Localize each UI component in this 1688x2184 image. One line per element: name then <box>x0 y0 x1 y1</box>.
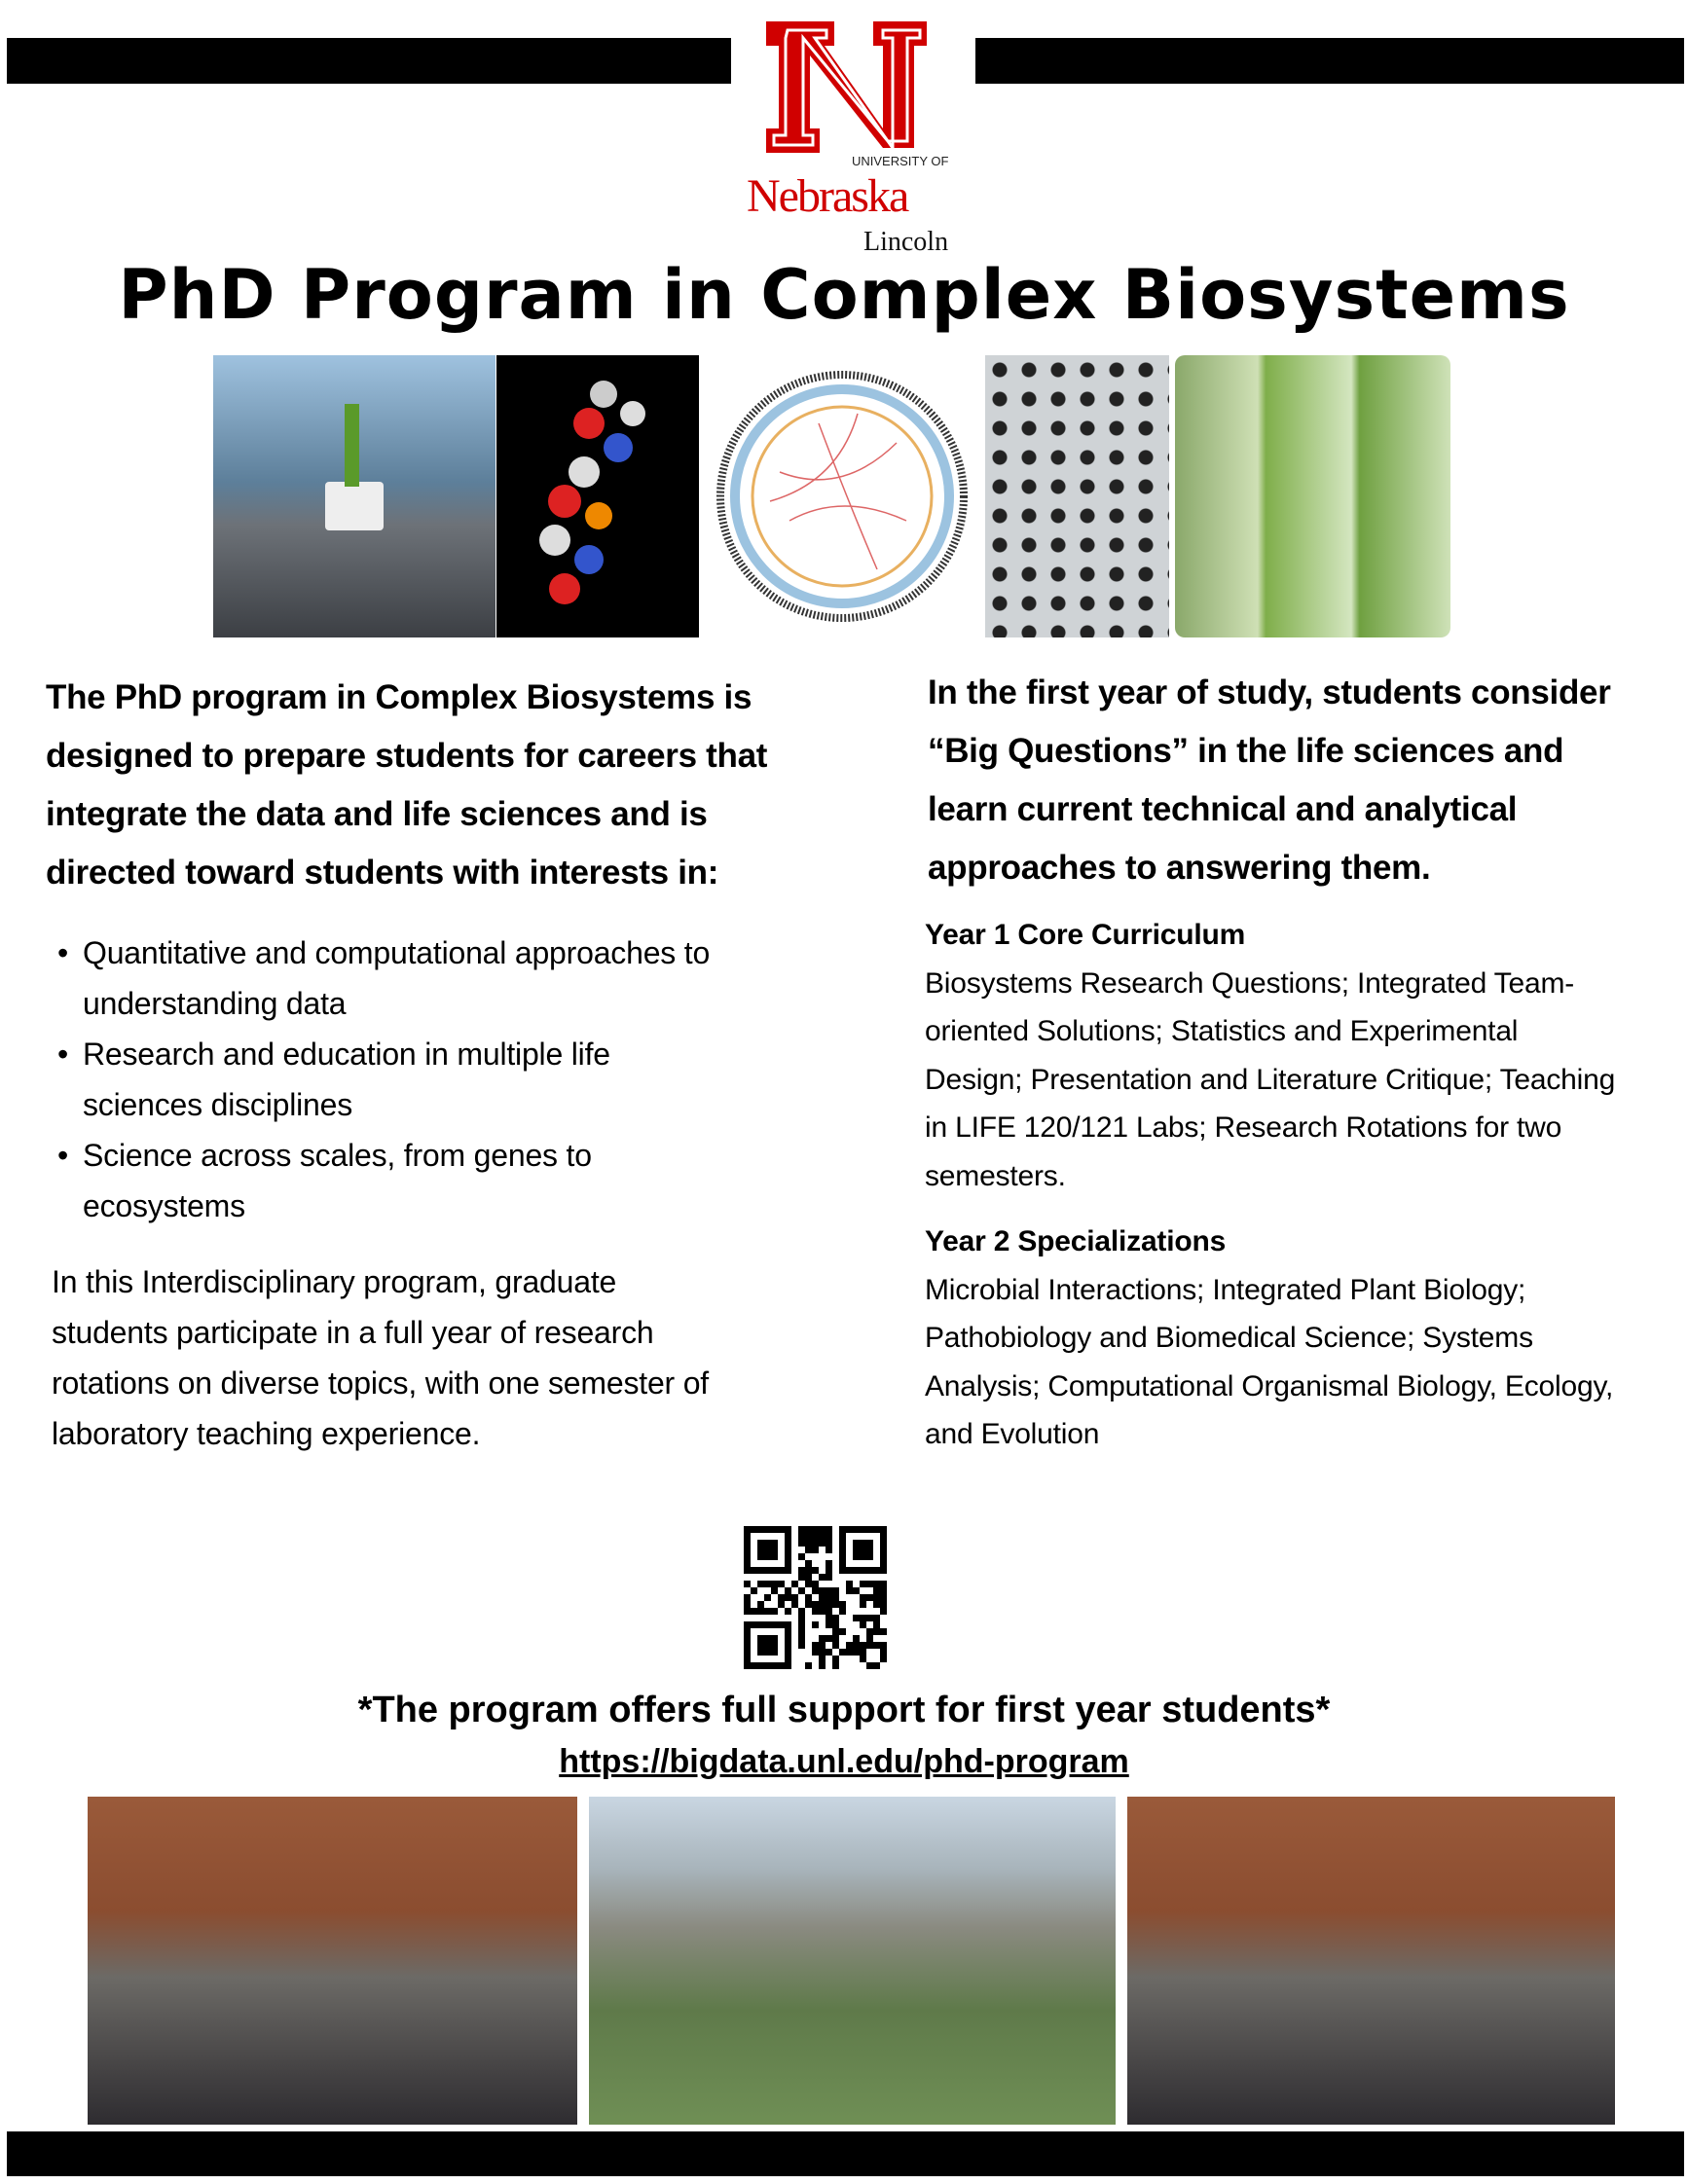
campus-aerial-photo <box>589 1797 1116 2125</box>
year1-heading: Year 1 Core Curriculum <box>925 919 1246 951</box>
program-paragraph: In this Interdisciplinary program, graduate students participate in a full year of research rotations on diverse topics, with one semester of laboratory teaching experience. <box>52 1264 709 1451</box>
top-bar-left <box>7 38 731 84</box>
greenhouse-plant-photo <box>213 355 495 637</box>
interest-list <box>54 928 716 1231</box>
list-item: • Research and education in multiple life sciences disciplines <box>54 1029 716 1130</box>
year2-text: Microbial Interactions; Integrated Plant Biology; Pathobiology and Biomedical Science; Systems Analysis; Computational Organismal Biology, Ecology, and Evolution <box>925 1273 1614 1450</box>
svg-text:Lincoln: Lincoln <box>863 227 949 255</box>
year2-heading: Year 2 Specializations <box>925 1225 1227 1257</box>
list-item: • Science across scales, from genes to ecosystems <box>54 1130 716 1231</box>
student-group-photo-1 <box>88 1797 577 2125</box>
qr-code[interactable] <box>744 1526 887 1669</box>
sample-plate-photo <box>985 355 1169 637</box>
right-column <box>925 664 1616 1459</box>
bottom-bar <box>7 2131 1684 2176</box>
student-group-photo-2 <box>1127 1797 1615 2125</box>
right-intro: In the first year of study, students consider “Big Questions” in the life sciences and learn current technical and analytical approaches to answering them. <box>928 673 1611 887</box>
year1-text: Biosystems Research Questions; Integrated Team-oriented Solutions; Statistics and Experimental Design; Presentation and Literature Critique; Teaching in LIFE 120/121 Labs; Research Rotations for two semesters. <box>925 966 1616 1192</box>
molecule-model-photo <box>496 355 699 637</box>
svg-text:UNIVERSITY OF: UNIVERSITY OF <box>852 154 949 168</box>
left-intro: The PhD program in Complex Biosystems is designed to prepare students for careers that integrate the data and life sciences and is directed toward students with interests in: <box>46 678 768 892</box>
left-column <box>46 669 786 1459</box>
university-logo <box>737 17 966 255</box>
circos-genome-plot <box>712 355 972 637</box>
top-bar-right <box>975 38 1684 84</box>
list-item: • Quantitative and computational approaches to understanding data <box>54 928 716 1029</box>
program-url-link[interactable]: https://bigdata.unl.edu/phd-program <box>559 1743 1129 1780</box>
page-title: PhD Program in Complex Biosystems <box>118 255 1570 335</box>
ladybug-photos <box>1175 355 1450 637</box>
svg-text:Nebraska: Nebraska <box>747 170 908 222</box>
support-note: *The program offers full support for first year students* <box>357 1690 1331 1730</box>
